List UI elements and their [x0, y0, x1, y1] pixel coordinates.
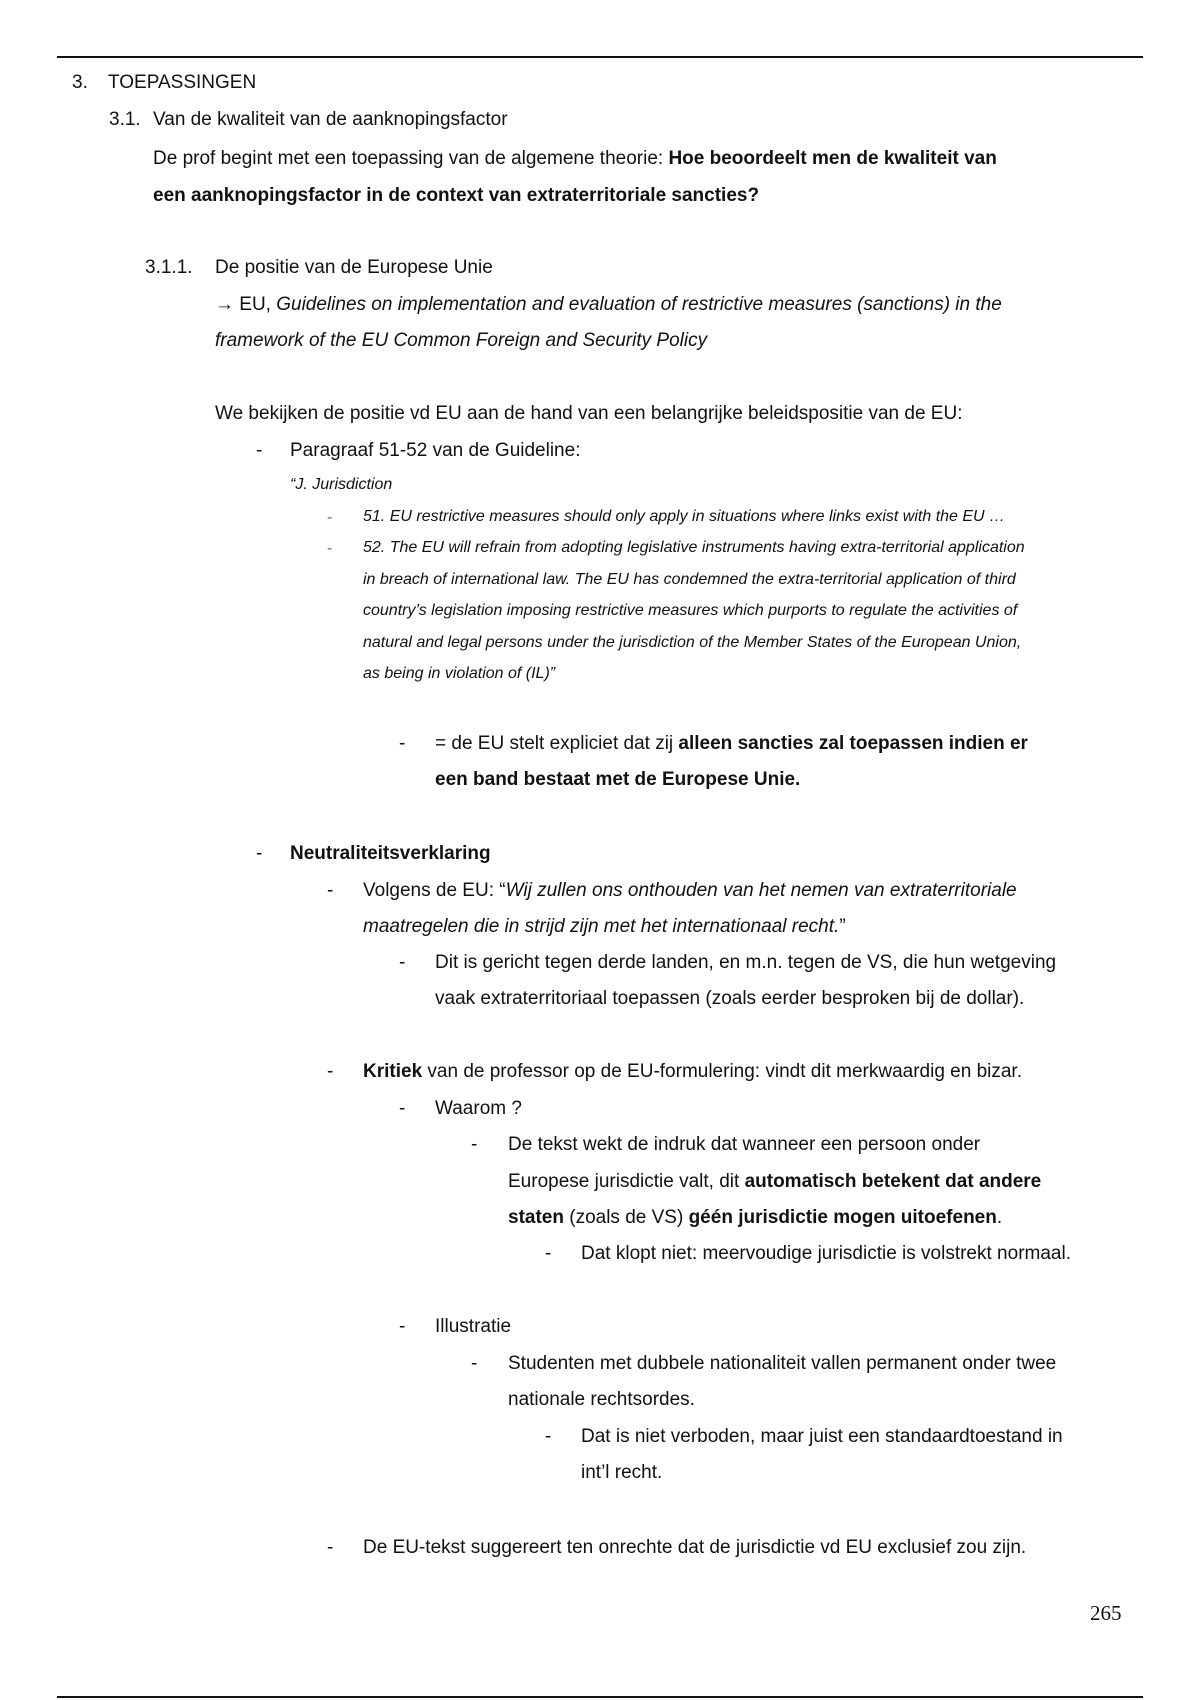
volgens-line-2 [363, 915, 846, 939]
bullet-dash: - [256, 843, 263, 864]
tekst-line-1: De tekst wekt de indruk dat wanneer een persoon onder [508, 1134, 981, 1155]
top-rule [57, 56, 1143, 58]
verboden-line-2: int’l recht. [581, 1462, 663, 1483]
quote-bullet: - [327, 540, 333, 557]
page-number: 265 [1090, 1601, 1122, 1625]
tekst-bold-part2: staten [508, 1207, 564, 1228]
volgens-quote-part2: maatregelen die in strijd zijn met het internationaal recht. [363, 916, 840, 937]
tekst-text: Europese jurisdictie valt, dit [508, 1171, 745, 1192]
bullet-dash: - [327, 1061, 334, 1082]
bullet-dash: - [399, 1316, 406, 1337]
volgens-suffix: ” [839, 916, 846, 937]
reference-title-part2: framework of the EU Common Foreign and Security Policy [215, 330, 708, 351]
paragraph-item: Paragraaf 51-52 van de Guideline: [290, 440, 581, 461]
intro-question-part1: Hoe beoordeelt men de kwaliteit van [668, 148, 997, 169]
reference-line-2 [215, 329, 707, 353]
subsection-number: 3.1. [109, 109, 141, 130]
kritiek-line [363, 1060, 1022, 1084]
reference-title-part1: Guidelines on implementation and evaluation of restrictive measures (sanctions) in the [276, 294, 1002, 315]
bullet-dash: - [256, 440, 263, 461]
intro-question-part2: een aanknopingsfactor in de context van extraterritoriale sancties? [153, 185, 760, 206]
illustratie-line: Illustratie [435, 1316, 512, 1337]
section-number: 3. [72, 72, 88, 93]
conclusion-text: = de EU stelt expliciet dat zij [435, 733, 679, 754]
intro-line-1 [153, 147, 997, 171]
bullet-dash: - [399, 1098, 406, 1119]
lead-paragraph: We bekijken de positie vd EU aan de hand van een belangrijke beleidspositie van de EU: [215, 403, 963, 424]
tekst-line-3 [508, 1206, 1002, 1230]
volgens-line-1 [363, 879, 1017, 903]
intro-text: De prof begint met een toepassing van de algemene theorie: [153, 148, 669, 169]
conclusion-bold-part2: een band bestaat met de Europese Unie. [435, 769, 801, 790]
tekst-text: (zoals de VS) [563, 1207, 689, 1228]
quote-heading: “J. Jurisdiction [290, 476, 393, 493]
studenten-line-2: nationale rechtsordes. [508, 1389, 695, 1410]
conclusion-bold-part1: alleen sancties zal toepassen indien er [678, 733, 1028, 754]
quote-item-52-line: natural and legal persons under the jurisdiction of the Member States of the European Union, [363, 634, 1022, 651]
kritiek-label: Kritiek [363, 1061, 423, 1082]
subsection-heading [109, 108, 508, 132]
gericht-line-1: Dit is gericht tegen derde landen, en m.n. tegen de VS, die hun wetgeving [435, 952, 1057, 973]
bullet-dash: - [327, 880, 334, 901]
tekst-bold-part3: géén jurisdictie mogen uitoefenen [688, 1207, 997, 1228]
section-title: TOEPASSINGEN [108, 72, 257, 93]
volgens-quote-part1: Wij zullen ons onthouden van het nemen van extraterritoriale [505, 880, 1017, 901]
quote-item-52-line: in breach of international law. The EU has condemned the extra-territorial application of third [363, 571, 1016, 588]
bullet-dash: - [471, 1353, 478, 1374]
tekst-line-2 [508, 1170, 1041, 1194]
bullet-dash: - [471, 1134, 478, 1155]
section-heading [72, 71, 257, 95]
bullet-dash: - [399, 952, 406, 973]
subsubsection-heading [145, 256, 493, 280]
quote-item-52-line: country’s legislation imposing restrictive measures which purports to regulate the activities of [363, 602, 1018, 619]
intro-line-2 [153, 184, 759, 208]
quote-item-52-line: 52. The EU will refrain from adopting legislative instruments having extra-territorial application [363, 539, 1025, 556]
tekst-bold-part1: automatisch betekent dat andere [744, 1171, 1042, 1192]
exclusief-line: De EU-tekst suggereert ten onrechte dat de jurisdictie vd EU exclusief zou zijn. [363, 1537, 1027, 1558]
kritiek-text: van de professor op de EU-formulering: vindt dit merkwaardig en bizar. [422, 1061, 1022, 1082]
volgens-prefix: Volgens de EU: “ [363, 880, 506, 901]
bottom-rule [57, 1696, 1143, 1698]
tekst-text: . [996, 1207, 1003, 1228]
bullet-dash: - [327, 1537, 334, 1558]
klopt-line: Dat klopt niet: meervoudige jurisdictie is volstrekt normaal. [581, 1243, 1071, 1264]
bullet-dash: - [545, 1243, 552, 1264]
subsubsection-number: 3.1.1. [145, 257, 193, 278]
conclusion-line-2 [435, 768, 800, 792]
quote-item-51: 51. EU restrictive measures should only apply in situations where links exist with the EU … [363, 508, 1006, 525]
gericht-line-2: vaak extraterritoriaal toepassen (zoals eerder besproken bij de dollar). [435, 988, 1025, 1009]
reference-prefix: → EU, [215, 294, 277, 315]
verboden-line-1: Dat is niet verboden, maar juist een standaardtoestand in [581, 1426, 1063, 1447]
quote-item-52-line: as being in violation of (IL)” [363, 665, 556, 682]
reference-line-1 [215, 293, 1002, 317]
subsubsection-title: De positie van de Europese Unie [215, 257, 493, 278]
neutrality-heading [290, 842, 491, 866]
quote-bullet: - [327, 509, 333, 526]
studenten-line-1: Studenten met dubbele nationaliteit vallen permanent onder twee [508, 1353, 1057, 1374]
neutrality-title: Neutraliteitsverklaring [290, 843, 491, 864]
bullet-dash: - [399, 733, 406, 754]
waarom-line: Waarom ? [435, 1098, 522, 1119]
subsection-title: Van de kwaliteit van de aanknopingsfactor [153, 109, 508, 130]
conclusion-line-1 [435, 732, 1028, 756]
bullet-dash: - [545, 1426, 552, 1447]
